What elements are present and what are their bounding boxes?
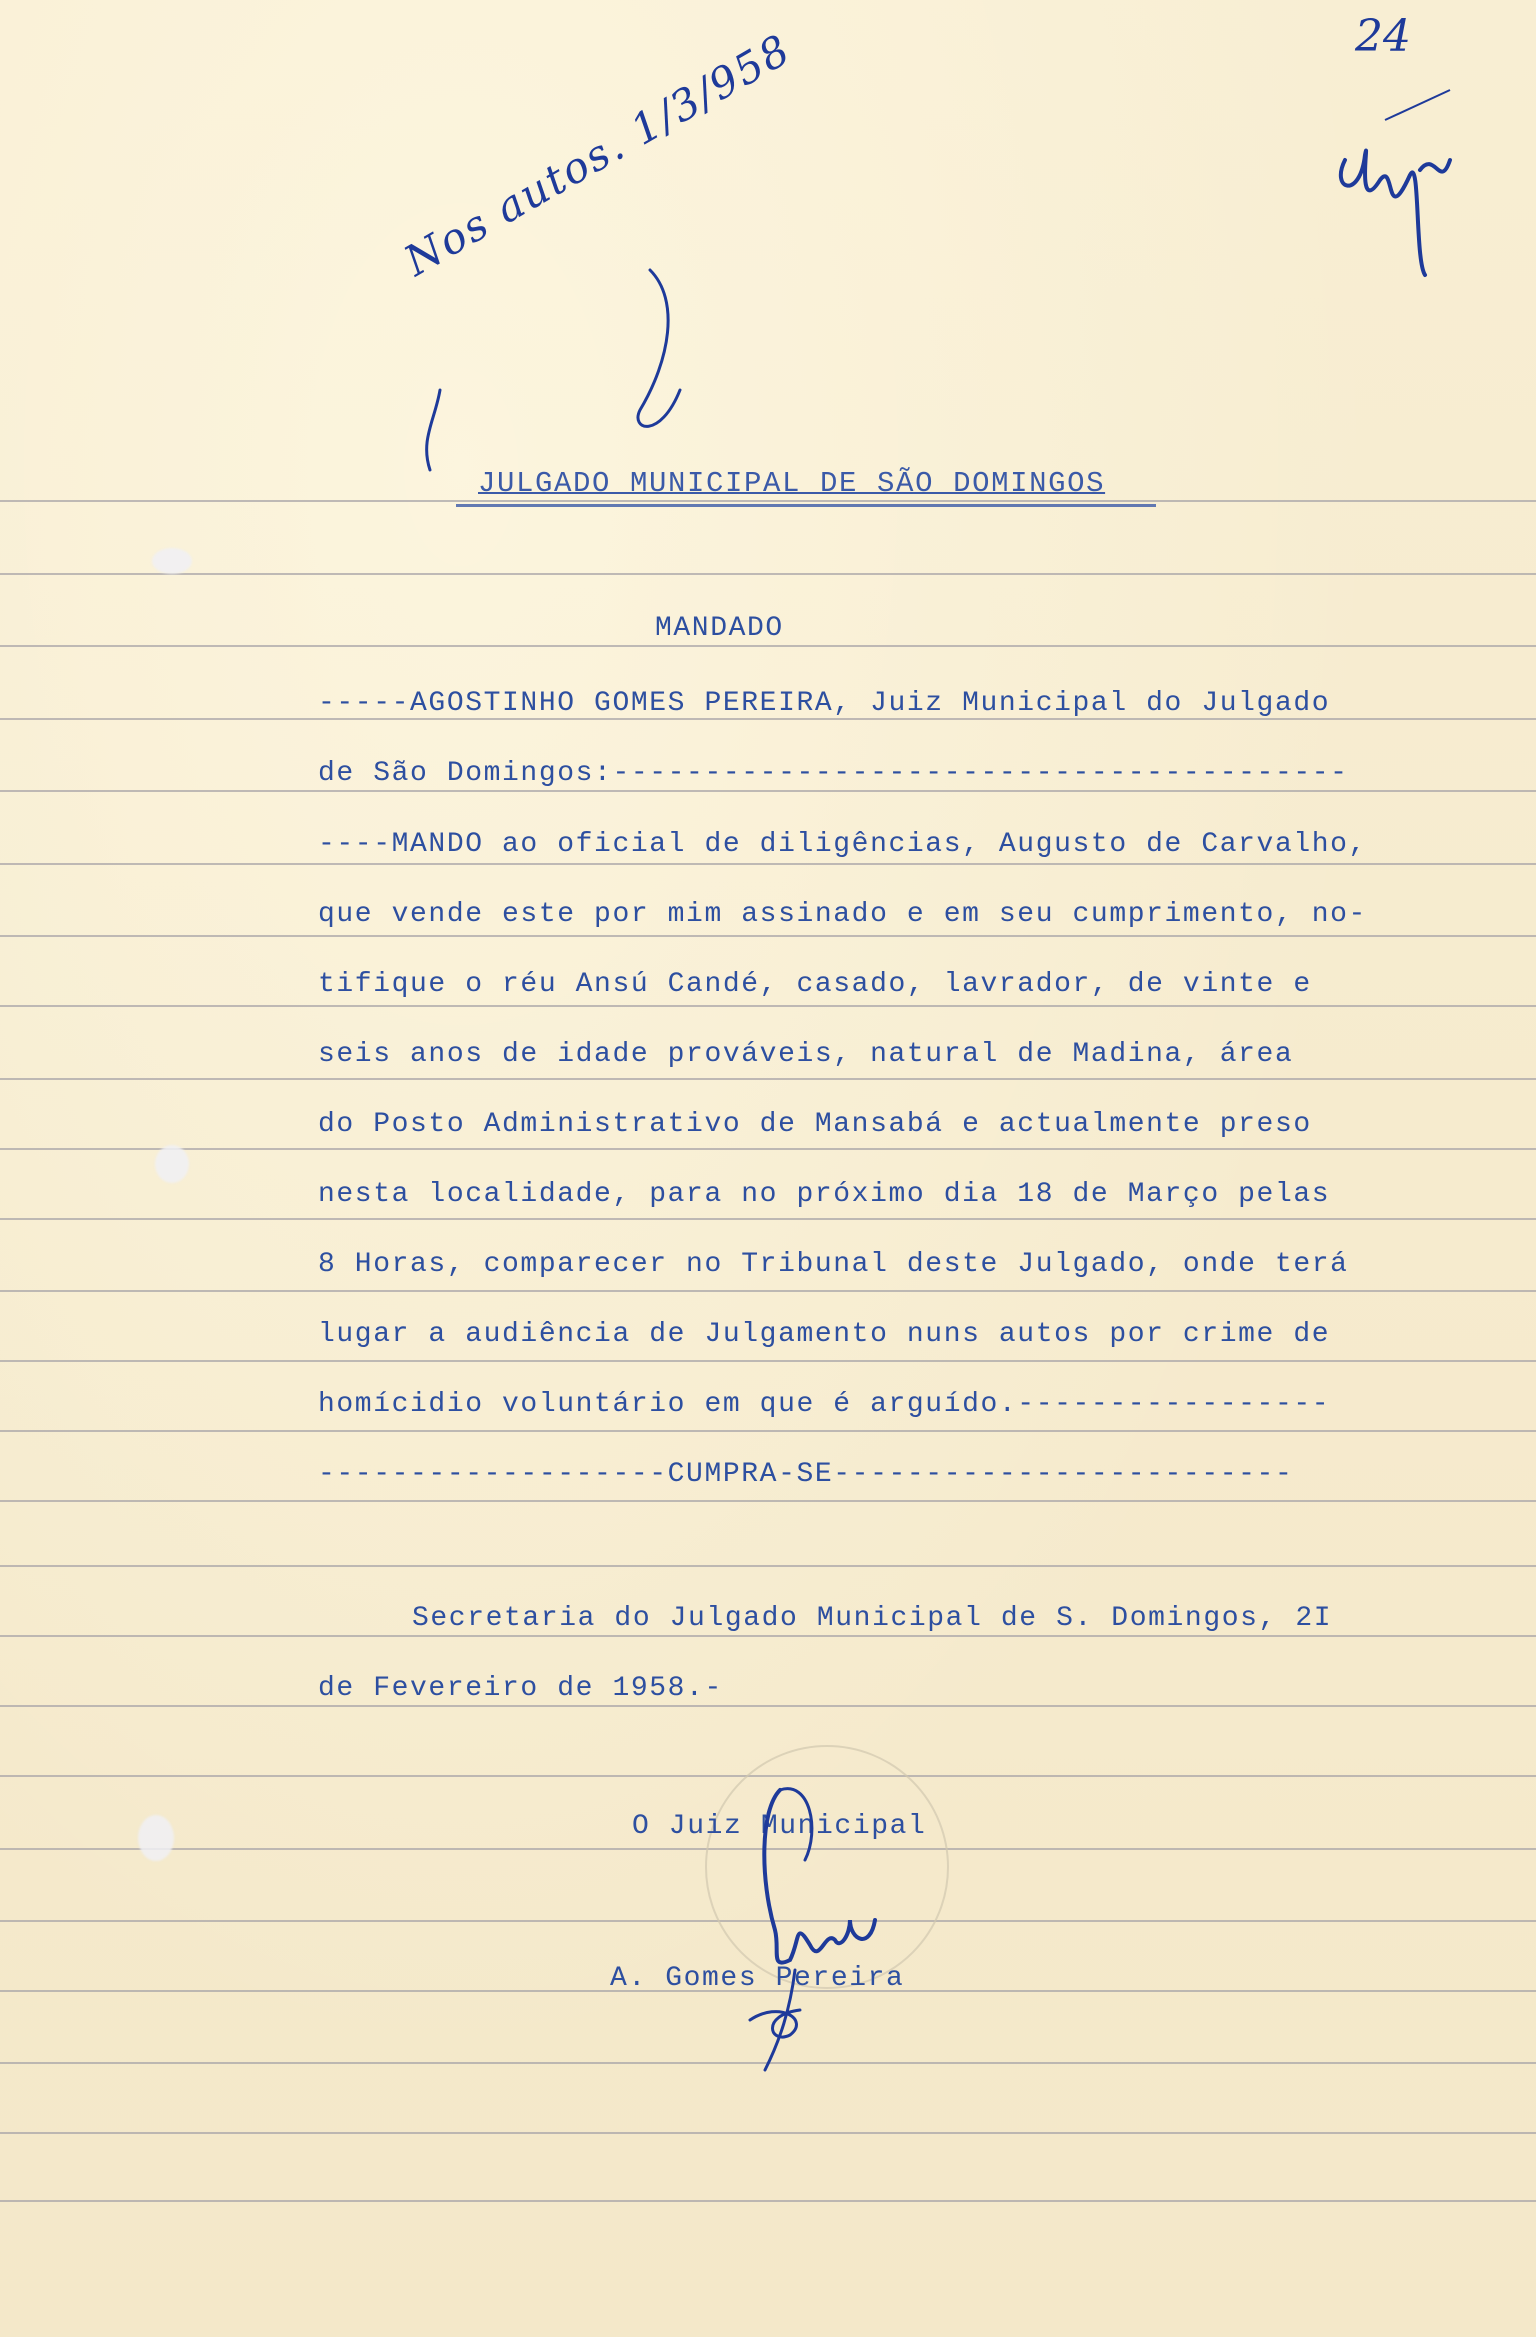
ruled-line	[0, 1218, 1536, 1220]
ruled-line	[0, 1005, 1536, 1007]
ruled-line	[0, 1078, 1536, 1080]
body-line: seis anos de idade prováveis, natural de Madina, área	[318, 1039, 1294, 1070]
initials-scribble-icon	[1325, 60, 1465, 290]
body-line: -------------------CUMPRA-SE-------------------------	[318, 1459, 1294, 1490]
signature-scribble-icon	[700, 1770, 900, 2080]
page-number: 24	[1355, 11, 1411, 62]
ruled-line	[0, 573, 1536, 575]
ruled-line	[0, 863, 1536, 865]
body-line: ----MANDO ao oficial de diligências, Augusto de Carvalho,	[318, 829, 1367, 860]
ruled-line	[0, 1430, 1536, 1432]
marginal-note-flourish-icon	[410, 240, 700, 480]
ruled-line	[0, 1148, 1536, 1150]
ruled-line	[0, 1705, 1536, 1707]
signature-name: A. Gomes Pereira	[610, 1963, 905, 1994]
dateline: de Fevereiro de 1958.-	[318, 1673, 723, 1704]
ruled-line	[0, 1500, 1536, 1502]
ruled-line	[0, 1565, 1536, 1567]
body-line: lugar a audiência de Julgamento nuns autos por crime de	[318, 1319, 1331, 1350]
ruled-line	[0, 1360, 1536, 1362]
ruled-line	[0, 2132, 1536, 2134]
heading-underline	[456, 504, 1156, 507]
body-line: nesta localidade, para no próximo dia 18 de Março pelas	[318, 1179, 1331, 1210]
body-line: de São Domingos:----------------------------------------	[318, 758, 1349, 789]
dateline: Secretaria do Julgado Municipal de S. Domingos, 2I	[412, 1603, 1333, 1634]
document-title: MANDADO	[655, 613, 784, 644]
body-line: que vende este por mim assinado e em seu cumprimento, no-	[318, 899, 1367, 930]
body-line: do Posto Administrativo de Mansabá e actualmente preso	[318, 1109, 1312, 1140]
body-line: -----AGOSTINHO GOMES PEREIRA, Juiz Municipal do Julgado	[318, 688, 1331, 719]
marginal-note: Nos autos. 1/3/958	[396, 24, 800, 286]
ruled-line	[0, 935, 1536, 937]
ruled-line	[0, 2200, 1536, 2202]
ruled-line	[0, 1290, 1536, 1292]
body-line: tifique o réu Ansú Candé, casado, lavrador, de vinte e	[318, 969, 1312, 1000]
punch-hole-stain	[152, 548, 192, 574]
punch-hole-stain	[155, 1145, 189, 1183]
body-line: 8 Horas, comparecer no Tribunal deste Julgado, onde terá	[318, 1249, 1349, 1280]
document-heading: JULGADO MUNICIPAL DE SÃO DOMINGOS	[478, 467, 1106, 500]
body-line: homícidio voluntário em que é arguído.-----------------	[318, 1389, 1331, 1420]
punch-hole-stain	[138, 1815, 174, 1861]
signature-title: O Juiz Municipal	[632, 1811, 927, 1842]
